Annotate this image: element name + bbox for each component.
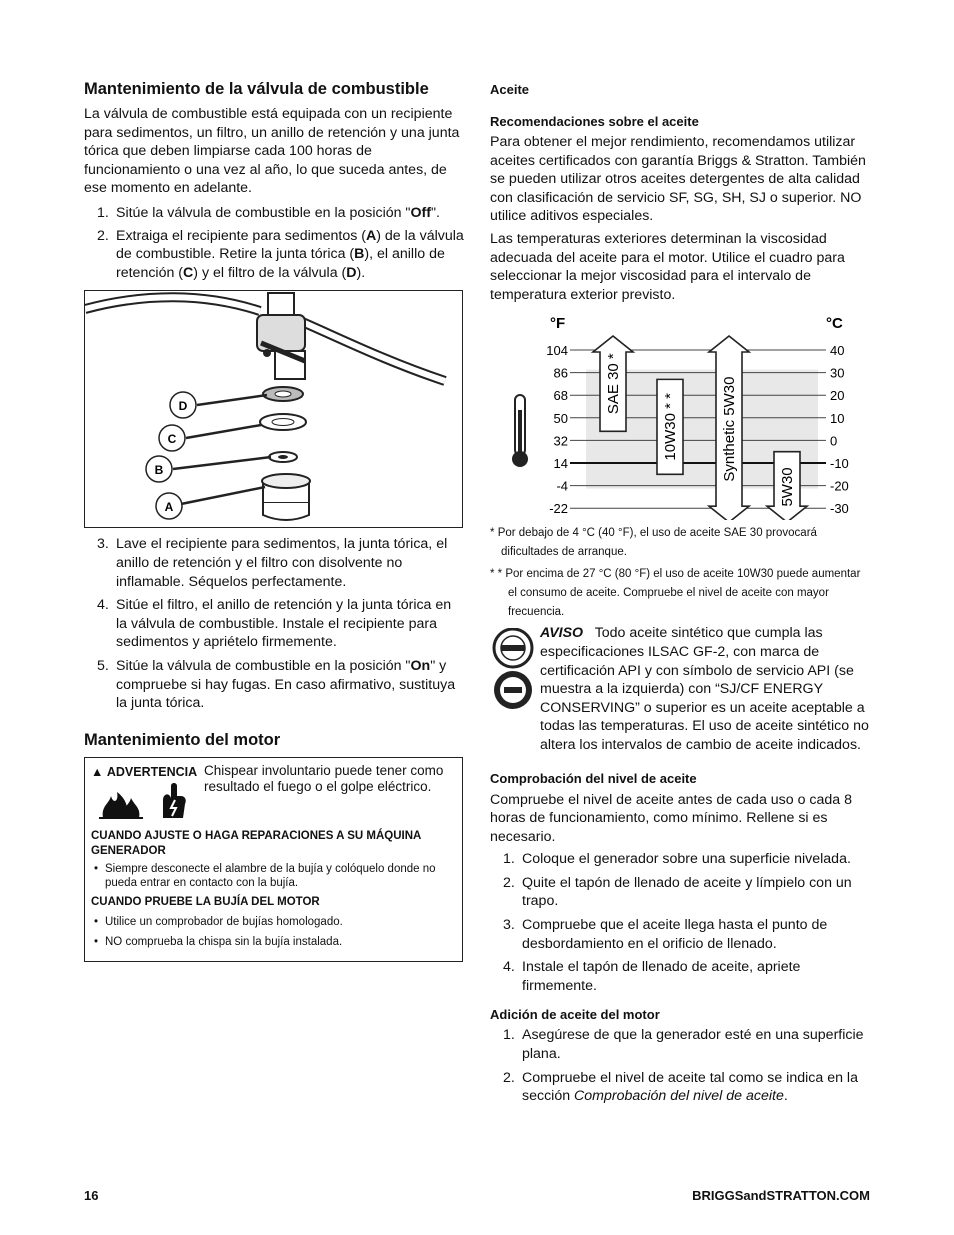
valve-step-5: 5. Sitúe la válvula de combustible en la posición "On" y compruebe si hay fugas. En caso afirmativo, sustituya la junta tórica. [97,657,456,712]
fuel-valve-illustration [85,291,462,527]
check-step-4: 4. Instale el tapón de llenado de aceite, apriete firmemente. [503,959,801,994]
c-tick: 0 [830,433,838,449]
api-service-symbol-icon [492,628,536,714]
add-step-2: 2. Compruebe el nivel de aceite tal como se indica en la sección Comprobación del nivel de aceite. [503,1069,858,1105]
valve-intro: La válvula de combustible está equipada con un recipiente para sedimentos, un filtro, un anillo de retención y una junta tórica que deben limpiarse cada 100 horas de funcionamiento o una vez al año, lo que suceda antes, de ese momento en adelante. [84,106,460,197]
aviso-block [490,624,870,754]
footnote-1-mark: * [490,527,495,540]
check-step-1: 1. Coloque el generador sobre una superficie nivelada. [503,851,851,868]
label-c: C [167,432,177,447]
thermometer-icon [512,395,528,467]
f-unit: °F [550,315,566,333]
c-tick: -20 [830,478,849,494]
right-column [490,78,870,1111]
check-step-3: 3. Compruebe que el aceite llega hasta el punto de desbordamiento en el orificio de llenado. [503,917,828,952]
c-unit: °C [826,315,843,333]
warning-label: ADVERTENCIA [106,764,198,779]
warning-sub2: CUANDO PRUEBE LA BUJÍA DEL MOTOR [91,895,320,908]
f-tick: 14 [553,456,568,472]
label-b: B [154,463,164,478]
label-d: D [178,399,188,414]
rec-paragraph-1: Para obtener el mejor rendimiento, recomendamos utilizar aceites certificados con garantía Briggs & Stratton. También se pueden utilizar otros aceites detergentes de alta calidad con clasificación de servicio SF, SG, SH, SJ o superior. NO utilice aditivos especiales. [490,134,866,225]
check-step-2: 2. Quite el tapón de llenado de aceite y límpielo con un trapo. [503,874,852,910]
warning-box [84,757,463,962]
oil-heading: Aceite [490,82,530,97]
warning-sub1: CUANDO AJUSTE O HAGA REPARACIONES A SU MÁQUINA GENERADOR [91,829,421,857]
fuel-valve-figure [84,290,463,528]
oil-viscosity-chart [490,310,870,520]
f-tick: 86 [553,365,568,381]
electric-shock-icon [155,782,189,820]
oil-range-label: 10W30 * * [662,393,679,461]
f-tick: -4 [556,478,568,494]
add-step-1: 1. Asegúrese de que la generador esté en una superficie plana. [503,1027,864,1063]
footnote-2-text: Por encima de 27 °C (80 °F) el uso de aceite 10W30 puede aumentar el consumo de aceite. Compruebe el nivel de aceite con mayor frecuencia. [505,568,861,619]
f-tick: 68 [553,388,568,404]
valve-step-1: 1. Sitúe la válvula de combustible en la posición "Off". [97,204,440,221]
valve-heading: Mantenimiento de la válvula de combustible [84,80,429,98]
oil-range-label: Synthetic 5W30 [721,376,738,482]
check-heading: Comprobación del nivel de aceite [490,770,697,786]
valve-step-4: 4. Sitúe el filtro, el anillo de retención y la junta tórica en la válvula de combustible. Instale el recipiente para sedimentos y apriételo firmemente. [97,597,452,651]
c-tick: 30 [830,365,845,381]
valve-steps-a [84,204,464,282]
warning-message: Chispear involuntario puede tener como resultado el fuego o el golpe eléctrico. [204,762,444,794]
aviso-label: AVISO [540,625,584,642]
check-paragraph: Compruebe el nivel de aceite antes de cada uso o cada 8 horas de funcionamiento, como mínimo. Rellene si es necesario. [490,791,853,845]
c-tick: -30 [830,501,849,517]
label-a: A [164,500,174,515]
warning-header [91,765,197,780]
left-column [84,78,464,962]
f-tick: 32 [553,433,568,449]
c-tick: -10 [830,456,849,472]
footnote-1-text: Por debajo de 4 °C (40 °F), el uso de aceite SAE 30 provocará dificultades de arranque. [497,527,817,559]
add-steps [490,1026,870,1105]
footnote-2-mark: * * [490,568,503,581]
footnote-2 [490,565,870,622]
aviso-text: Todo aceite sintético que cumpla las especificaciones ILSAC GF-2, con marca de certificación API y con símbolo de servicio API (se muestra a la izquierda) con “SJ/CF ENERGY CONSERVING” o superior es un aceite aceptable a todas las temperaturas. El uso de aceite sintético no altera los intervalos de cambio de aceite indicados. [540,625,869,753]
oil-range-label: SAE 30 * [605,353,622,415]
check-steps [490,850,870,995]
warning-triangle-icon: ▲ [91,764,104,779]
rec-heading: Recomendaciones sobre el aceite [490,114,699,129]
website: BRIGGSandSTRATTON.COM [692,1188,870,1203]
page-number: 16 [84,1188,99,1203]
c-tick: 10 [830,411,845,427]
add-heading: Adición de aceite del motor [490,1007,660,1023]
engine-heading: Mantenimiento del motor [84,730,281,749]
warning-bullet2: • Utilice un comprobador de bujías homologado. [91,915,453,929]
valve-step-2: 2. Extraiga el recipiente para sedimentos (A) de la válvula de combustible. Retire la junta tórica (B), el anillo de retención (C) y el filtro de la válvula (D). [97,227,464,281]
valve-steps-b [84,535,464,712]
f-tick: 50 [553,411,568,427]
valve-step-3: 3. Lave el recipiente para sedimentos, la junta tórica, el anillo de retención y el filtro con disolvente no inflamable. Séquelos perfectamente. [97,536,448,590]
f-tick: -22 [549,501,568,517]
f-tick: 104 [546,343,568,359]
warning-bullet1: • Siempre desconecte el alambre de la bujía y colóquelo donde no pueda entrar en contacto con la bujía. [91,862,453,890]
footnote-1 [490,524,870,562]
rec-paragraph-2: Las temperaturas exteriores determinan la viscosidad adecuada del aceite para el motor. Utilice el cuadro para seleccionar la mejor viscosidad para el intervalo de temperatura exterior previsto. [490,230,845,303]
c-tick: 40 [830,343,845,359]
warning-bullet3: • NO comprueba la chispa sin la bujía instalada. [91,935,453,949]
c-tick: 20 [830,388,845,404]
oil-range-label: 5W30 [779,467,796,507]
